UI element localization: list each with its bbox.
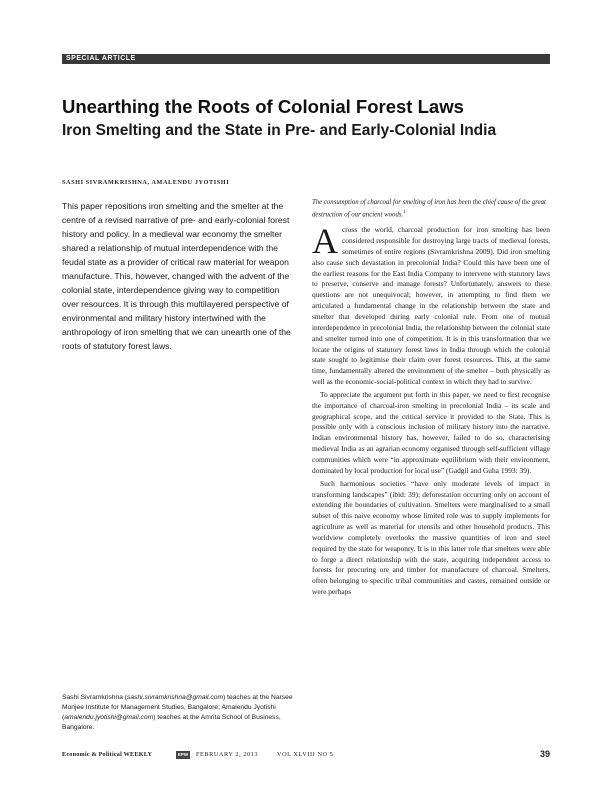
footnote-text-2: ) teaches at the Narsee Monjee Institute for Management Studies, Bangalore; Amalendu Jyotishi ( [62, 694, 293, 721]
drop-cap: A [312, 221, 338, 262]
footnote-text-1: Sashi Sivramkrishna ( [62, 694, 128, 701]
epigraph [312, 198, 550, 219]
author-footnote [62, 693, 298, 733]
epigraph-note-marker: 1 [403, 209, 406, 215]
article-subtitle: Iron Smelting and the State in Pre- and Early-Colonial India [62, 122, 497, 139]
page-footer [62, 749, 550, 761]
author-email-1[interactable]: sashi.sivramkrishna@gmail.com [127, 694, 224, 701]
article-title: Unearthing the Roots of Colonial Forest Laws [62, 96, 464, 117]
body-paragraph-2: To appreciate the argument put forth in this paper, we need to first recognise the importance of charcoal-iron smelting in precolonial India – its scale and geographical scope, and the critical service it provided to the State. This is possible only with a conscious inclusion of military history into the narrative. Indian environmental history has, however, failed to do so, characterising medieval India as an agrarian economy organised through self-sufficient village communities which were “in approximate equilibrium with their environment, dominated by local production for local use” (Gadgil and Guha 1993: 39). [312, 389, 550, 475]
author-email-2[interactable]: amalendu.jyotishi@gmail.com [64, 714, 154, 721]
body-paragraph-1-text: cross the world, charcoal production for iron smelting has been considered responsible for destroying large tracts of medieval forests, sometimes of entire regions (Sivramkrishna 2009). Did iron smelting also cause such devastation in precolonial India? Could this have been one of the earliest reasons for the East India Company to intervene with statutory laws to preserve, conserve and manage forests? Unfortunately, answers to these questions are not unequivocal; however, in attempting to find them we articulated a fundamental change in the relationship between the state and smelter that developed during early colonial rule. From one of mutual interdependence in precolonial India, the relationship between the colonial state and smelter turned into one of competition. It is in this transformation that we locate the origins of statutory forest laws in India through which the colonial state sought to legitimise their claim over forest resources. This, at the same time, fundamentally altered the environment of the smelter – both physically as well as the economic-social-political context in which they had to survive. [312, 225, 550, 387]
epigraph-text: The consumption of charcoal for smelting of iron has been the chief cause of the great destruction of our ancient woods. [312, 199, 546, 218]
page-number: 39 [539, 749, 550, 759]
author-line: SASHI SIVRAMKRISHNA, AMALENDU JYOTISHI [62, 179, 230, 186]
abstract: This paper repositions iron smelting and the smelter at the centre of a revised narrative of pre- and early-colonial forest history and policy. In a medieval war economy the smelter shared a relationship of mutual interdependence with the feudal state as a provider of critical raw material for weapon manufacture. This, however, changed with the advent of the colonial state, interdependence giving way to competition over resources. It is through this multilayered perspective of environmental and military history intertwined with the anthropology of iron smelting that we can unearth one of the roots of statutory forest laws. [62, 201, 291, 351]
section-label: SPECIAL ARTICLE [62, 54, 550, 64]
journal-name: Economic & Political WEEKLY [62, 751, 153, 758]
footnote-text-3: ) teaches at the Amrita School of Business, Bangalore. [62, 714, 281, 731]
body-column [312, 198, 550, 598]
issue-date: FEBRUARY 2, 2013 [196, 751, 259, 758]
body-paragraph-1 [312, 221, 550, 388]
epw-logo: EPW [177, 752, 189, 757]
body-paragraph-3: Such harmonious societies “have only moderate levels of impact in transforming landscapes” (ibid: 39); deforestation occurring only on account of extending the boundaries of cultivation. Smelters were marginalised to a small subset of this naive economy whose limited role was to supply implements for agriculture as well as material for utensils and other household products. This worldview completely overlooks the massive quantities of iron and steel required by the state for weaponry. It is in this latter role that smelters were able to forge a direct relationship with the state, acquiring independent access to forests for procuring ore and timber for manufacture of charcoal. Smelters, often belonging to specific tribal communities and castes, remained outside or were perhaps [312, 478, 550, 597]
issue-volume: VOL XLVIII NO 5 [277, 751, 334, 758]
